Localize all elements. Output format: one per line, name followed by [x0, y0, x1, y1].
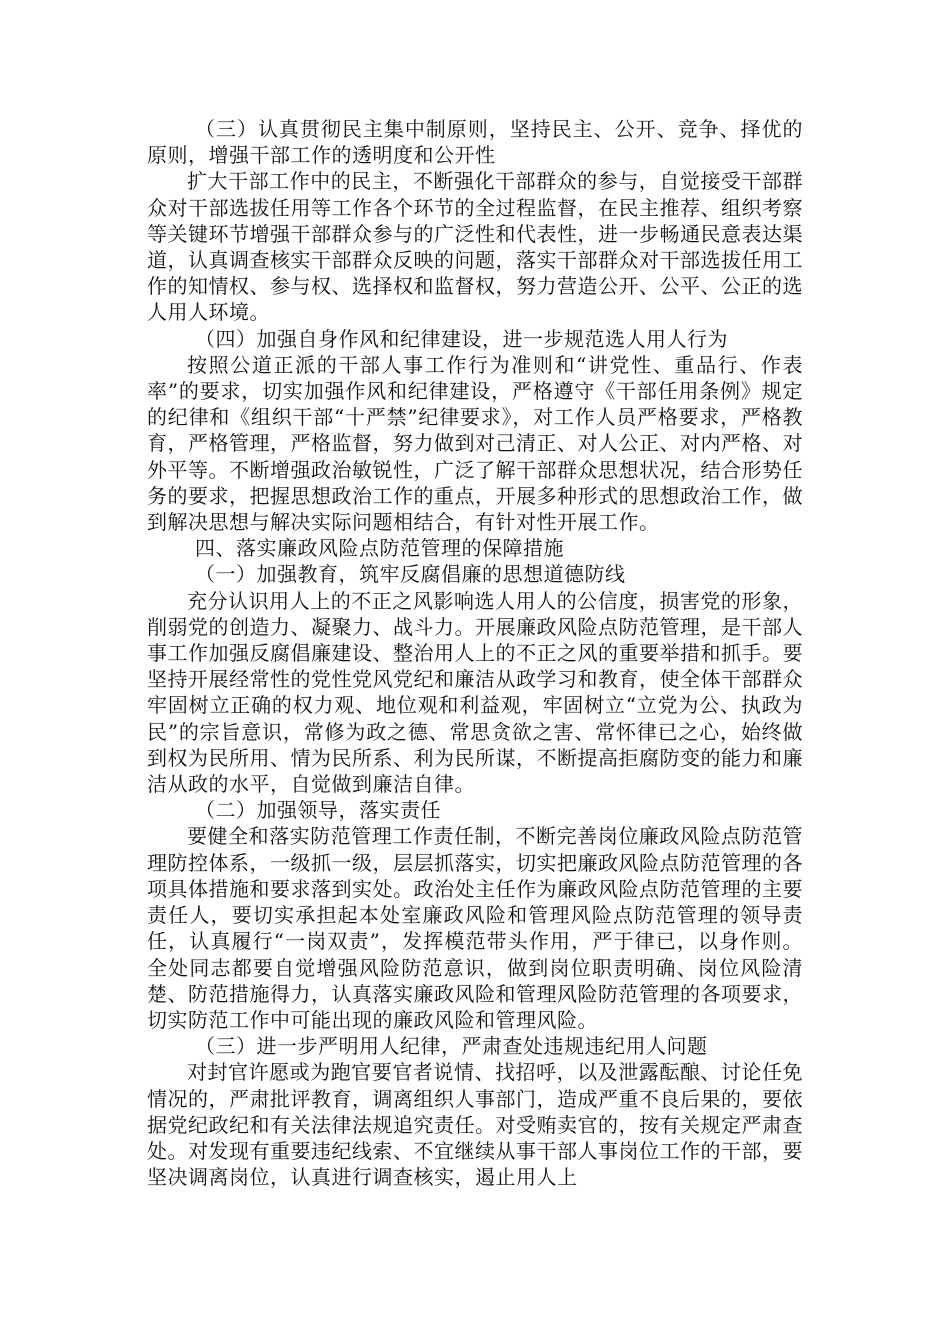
paragraph-democracy: 扩大干部工作中的民主，不断强化干部群众的参与，自觉接受干部群众对干部选拔任用等工作各个环节的全过程监督，在民主推荐、组织考察等关键环节增强干部群众参与的广泛性和代表性，进一步畅通民意表达渠道，认真调查核实干部群众反映的问题，落实干部群众对干部选拔任用工作的知情权、参与权、选择权和监督权，努力营造公开、公平、公正的选人用人环境。	[147, 169, 803, 325]
paragraph-personnel-discipline: 对封官许愿或为跑官要官者说情、找招呼，以及泄露酝酿、讨论任免情况的，严肃批评教育，调离组织人事部门，造成严重不良后果的，要依据党纪政纪和有关法律法规追究责任。对受贿卖官的，按有关规定严肃查处。对发现有重要违纪线索、不宜继续从事干部人事岗位工作的干部，要坚决调离岗位，认真进行调查核实，遏止用人上	[147, 1060, 803, 1190]
subheading-one: （一）加强教育，筑牢反腐倡廉的思想道德防线	[195, 562, 626, 587]
paragraph-discipline: 按照公道正派的干部人事工作行为准则和“讲党性、重品行、作表率”的要求，切实加强作风和纪律建设，严格遵守《干部任用条例》规定的纪律和《组织干部“十严禁”纪律要求》，对工作人员严格要求，严格教育，严格管理，严格监督，努力做到对己清正、对人公正、对内严格、对外平等。不断增强政治敏锐性，广泛了解干部群众思想状况，结合形势任务的要求，把握思想政治工作的重点，开展多种形式的思想政治工作，做到解决思想与解决实际问题相结合，有针对性开展工作。	[147, 352, 803, 535]
subheading-two: （二）加强领导，落实责任	[195, 798, 441, 823]
document-body	[147, 116, 803, 1190]
paragraph-leadership: 要健全和落实防范管理工作责任制，不断完善岗位廉政风险点防范管理防控体系，一级抓一级，层层抓落实，切实把廉政风险点防范管理的各项具体措施和要求落到实处。政治处主任作为廉政风险点防范管理的主要责任人，要切实承担起本处室廉政风险和管理风险点防范管理的领导责任，认真履行“一岗双责”，发挥模范带头作用，严于律已，以身作则。全处同志都要自觉增强风险防范意识，做到岗位职责明确、岗位风险清楚、防范措施得力，认真落实廉政风险和管理风险防范管理的各项要求，切实防范工作中可能出现的廉政风险和管理风险。	[147, 824, 803, 1032]
paragraph-education: 充分认识用人上的不正之风影响选人用人的公信度，损害党的形象，削弱党的创造力、凝聚力、战斗力。开展廉政风险点防范管理，是干部人事工作加强反腐倡廉建设、整治用人上的不正之风的重要举措和抓手。要坚持开展经常性的党性党风党纪和廉洁从政学习和教育，使全体干部群众牢固树立正确的权力观、地位观和利益观，牢固树立“立党为公、执政为民”的宗旨意识，常修为政之德、常思贪欲之害、常怀律已之心，始终做到权为民所用、情为民所系、利为民所谋，不断提高拒腐防变的能力和廉洁从政的水平，自觉做到廉洁自律。	[147, 588, 803, 797]
section-heading-four: 四、落实廉政风险点防范管理的保障措施	[195, 536, 564, 561]
subheading-four: （四）加强自身作风和纪律建设，进一步规范选人用人行为	[195, 326, 728, 351]
subheading-three-b: （三）进一步严明用人纪律，严肃查处违规违纪用人问题	[195, 1034, 708, 1059]
subheading-three: （三）认真贯彻民主集中制原则，坚持民主、公开、竞争、择优的原则，增强干部工作的透明度和公开性	[147, 117, 803, 168]
